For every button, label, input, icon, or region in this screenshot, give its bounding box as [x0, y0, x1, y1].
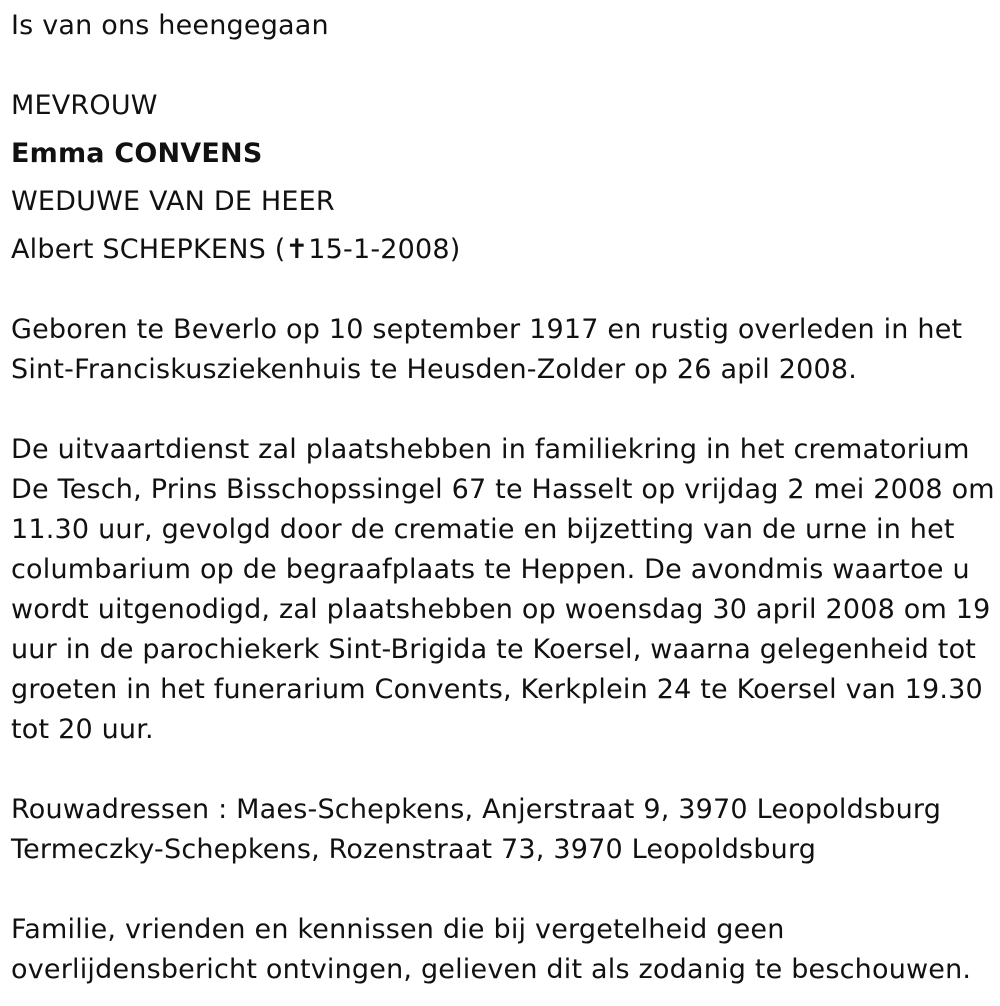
paragraph-line: tot 20 uur. — [11, 714, 154, 745]
paragraph-line: Geboren te Beverlo op 10 september 1917 en rustig overleden in het — [11, 314, 963, 345]
paragraph-line: De Tesch, Prins Bisschopssingel 67 te Hasselt op vrijdag 2 mei 2008 om — [11, 474, 995, 505]
funeral-paragraph — [11, 430, 995, 750]
notice-paragraph — [11, 910, 971, 990]
relation-text: WEDUWE VAN DE HEER — [11, 186, 335, 217]
deceased-name: Emma CONVENS — [11, 138, 263, 169]
paragraph-line: uur in de parochiekerk Sint-Brigida te Koersel, waarna gelegenheid tot — [11, 634, 977, 665]
paragraph-line: De uitvaartdienst zal plaatshebben in familiekring in het crematorium — [11, 434, 970, 465]
paragraph-line: Rouwadressen : Maes-Schepkens, Anjerstraat 9, 3970 Leopoldsburg — [11, 794, 942, 825]
birth-death-paragraph — [11, 310, 962, 390]
paragraph-line: Sint-Franciskusziekenhuis te Heusden-Zolder op 26 apil 2008. — [11, 354, 858, 385]
intro-text: Is van ons heengegaan — [11, 10, 329, 41]
paragraph-line: Familie, vrienden en kennissen die bij vergetelheid geen — [11, 914, 785, 945]
paragraph-line: 11.30 uur, gevolgd door de crematie en bijzetting van de urne in het — [11, 514, 955, 545]
paragraph-line: Termeczky-Schepkens, Rozenstraat 73, 3970 Leopoldsburg — [11, 834, 817, 865]
spouse-text: Albert SCHEPKENS (✝15-1-2008) — [11, 234, 461, 265]
addresses-paragraph — [11, 790, 941, 870]
paragraph-line: wordt uitgenodigd, zal plaatshebben op woensdag 30 april 2008 om 19 — [11, 594, 991, 625]
deceased-header — [11, 82, 461, 274]
title-text: MEVROUW — [11, 90, 158, 121]
paragraph-line: groeten in het funerarium Convents, Kerkplein 24 te Koersel van 19.30 — [11, 674, 983, 705]
paragraph-line: columbarium op de begraafplaats te Heppen. De avondmis waartoe u — [11, 554, 970, 585]
paragraph-line: overlijdensbericht ontvingen, gelieven dit als zodanig te beschouwen. — [11, 954, 972, 985]
